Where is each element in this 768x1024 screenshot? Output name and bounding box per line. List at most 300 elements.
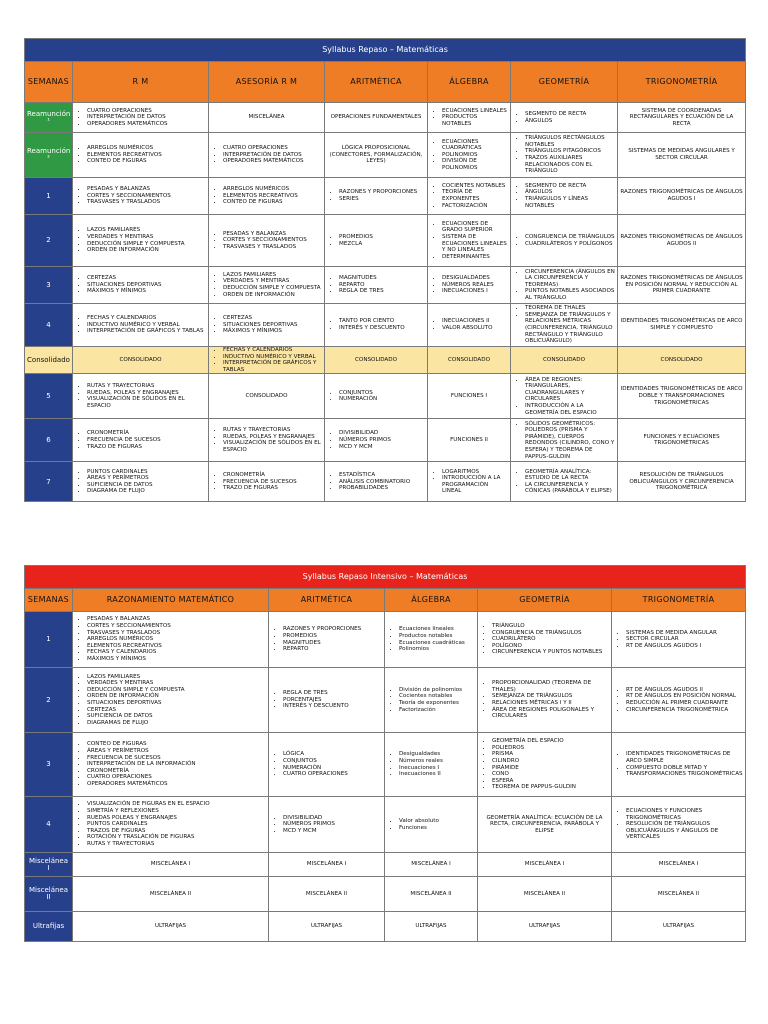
topic-list <box>387 818 475 831</box>
table-cell <box>73 133 209 178</box>
topic-list <box>480 738 609 791</box>
list-item: • FACTORIZACIÓN <box>442 203 508 210</box>
list-item: • SECTOR CIRCULAR <box>626 636 743 643</box>
list-item: • INTERÉS Y DESCUENTO <box>283 703 382 710</box>
list-item: • TRIÁNGULOS PITAGÓRICOS <box>525 148 615 155</box>
topic-list <box>513 269 615 302</box>
topic-list <box>75 186 206 206</box>
list-item: • DEDUCCIÓN SIMPLE Y COMPUESTA <box>87 687 266 694</box>
list-item: • Polinomios <box>399 646 475 653</box>
list-item: • CONJUNTOS <box>283 758 382 765</box>
list-item: • CONTEO DE FIGURAS <box>87 158 206 165</box>
list-item: • RUTAS Y TRAYECTORIAS <box>87 383 206 390</box>
table-title-row <box>25 39 746 62</box>
list-item: • TRIÁNGULO <box>492 623 609 630</box>
list-item: • TRASVASES Y TRASLADOS <box>87 630 266 637</box>
syllabus-table-repaso <box>24 38 746 502</box>
table-cell <box>73 374 209 419</box>
list-item: • RUEDAS POLEAS Y ENGRANAJES <box>87 815 266 822</box>
list-item: • SITUACIONES DEPORTIVAS <box>87 282 206 289</box>
list-item: • VISUALIZACIÓN DE SÓLIDOS EN EL ESPACIO <box>87 396 206 409</box>
table-cell <box>511 267 618 304</box>
table-cell <box>209 267 325 304</box>
list-item: • VISUALIZACIÓN DE FIGURAS EN EL ESPACIO <box>87 801 266 808</box>
list-item: • RAZONES Y PROPORCIONES <box>283 626 382 633</box>
list-item: • PROMEDIOS <box>339 234 425 241</box>
table-row <box>25 133 746 178</box>
list-item: • Inecuaciones II <box>399 771 475 778</box>
column-header: GEOMETRÍA <box>478 589 612 612</box>
topic-list <box>75 383 206 409</box>
list-item: • RT DE ÁNGULOS AGUDOS II <box>626 687 743 694</box>
list-item: • ÁNGULOS <box>525 118 615 125</box>
list-item: • PRISMA <box>492 751 609 758</box>
list-item: • ÁREAS Y PERÍMETROS <box>87 475 206 482</box>
table-title: Syllabus Repaso Intensivo – Matemáticas <box>25 566 746 589</box>
table-cell <box>209 419 325 462</box>
list-item: • NÚMEROS PRIMOS <box>339 437 425 444</box>
list-item: • LAZOS FAMILIARES <box>223 272 322 279</box>
list-item: • INDUCTIVO NUMÉRICO Y VERBAL <box>223 354 322 361</box>
list-item: • Ecuaciones lineales <box>399 626 475 633</box>
list-item: • RT DE ÁNGULOS AGUDOS I <box>626 643 743 650</box>
topic-list <box>211 231 322 251</box>
table-title: Syllabus Repaso – Matemáticas <box>25 39 746 62</box>
topic-list <box>75 616 266 662</box>
list-item: • DEDUCCIÓN SIMPLE Y COMPUESTA <box>87 241 206 248</box>
list-item: • VERDADES Y MENTIRAS <box>223 278 322 285</box>
table-cell: MISCELÁNEA I <box>478 853 612 877</box>
list-item: • CRONOMETRÍA <box>87 430 206 437</box>
topic-list <box>513 234 615 247</box>
topic-list <box>75 801 266 847</box>
list-item: • CONJUNTOS <box>339 390 425 397</box>
table-row <box>25 668 746 733</box>
list-item: • PUNTOS NOTABLES ASOCIADOS AL TRIÁNGULO <box>525 288 615 301</box>
table-cell: MISCELÁNEA <box>209 103 325 133</box>
list-item: • TEOREMA DE PAPPUS-GULDIN <box>492 784 609 791</box>
topic-list <box>271 626 382 652</box>
topic-list <box>211 186 322 206</box>
table-cell <box>428 215 511 267</box>
table-cell <box>73 304 209 347</box>
topic-list <box>327 234 425 247</box>
list-item: • RUTAS Y TRAYECTORIAS <box>87 841 266 848</box>
list-item: • SUFICIENCIA DE DATOS <box>87 713 266 720</box>
topic-list <box>480 623 609 656</box>
table-cell <box>269 797 385 853</box>
list-item: • NÚMEROS PRIMOS <box>283 821 382 828</box>
list-item: • CILINDRO <box>492 758 609 765</box>
list-item: • Productos notables <box>399 633 475 640</box>
list-item: • INECUACIONES II <box>442 318 508 325</box>
list-item: • CRONOMETRÍA <box>223 472 322 479</box>
list-item: • PUNTOS CARDINALES <box>87 469 206 476</box>
list-item: • ORDEN DE INFORMACIÓN <box>223 292 322 299</box>
list-item: • CRONOMETRÍA <box>87 768 266 775</box>
topic-list <box>327 318 425 331</box>
list-item: • VALOR ABSOLUTO <box>442 325 508 332</box>
list-item: • INDUCTIVO NUMÉRICO Y VERBAL <box>87 322 206 329</box>
topic-list <box>75 741 266 787</box>
week-label: 4 <box>25 797 73 853</box>
topic-list <box>513 469 615 495</box>
list-item: • Números reales <box>399 758 475 765</box>
table-cell <box>612 668 746 733</box>
list-item: • RUEDAS, POLEAS Y ENGRANAJES <box>87 390 206 397</box>
list-item: • DIVISIÓN DE POLINOMIOS <box>442 158 508 171</box>
list-item: • TRAZOS AUXILIARES RELACIONADOS CON EL TRIÁNGULO <box>525 155 615 175</box>
list-item: • DESIGUALDADES <box>442 275 508 282</box>
list-item: • TRIÁNGULOS RECTÁNGULOS NOTABLES <box>525 135 615 148</box>
list-item: • SEGMENTO DE RECTA <box>525 111 615 118</box>
table-cell <box>209 178 325 215</box>
topic-list <box>430 221 508 261</box>
table-cell: RAZONES TRIGONOMÉTRICAS DE ÁNGULOS EN POSICIÓN NORMAL Y REDUCCIÓN AL PRIMER CUADRANTE <box>618 267 746 304</box>
table-cell <box>73 462 209 502</box>
table-title-row <box>25 566 746 589</box>
list-item: • INTERPRETACIÓN DE GRÁFICOS Y TABLAS <box>87 328 206 335</box>
table-cell <box>511 215 618 267</box>
list-item: • FRECUENCIA DE SUCESOS <box>223 479 322 486</box>
week-label: 1 <box>25 178 73 215</box>
list-item: • INTERPRETACIÓN DE DATOS <box>223 152 322 159</box>
table-cell <box>73 797 269 853</box>
table-cell: MISCELÁNEA I <box>612 853 746 877</box>
week-label: 5 <box>25 374 73 419</box>
list-item: • Inecuaciones I <box>399 765 475 772</box>
list-item: • LÓGICA <box>283 751 382 758</box>
table-cell: ULTRAFIJAS <box>269 912 385 942</box>
table-cell <box>73 419 209 462</box>
list-item: • CONGRUENCIA DE TRIÁNGULOS <box>525 234 615 241</box>
list-item: • Desigualdades <box>399 751 475 758</box>
table-row <box>25 797 746 853</box>
week-label: Miscelánea II <box>25 877 73 912</box>
list-item: • RUTAS Y TRAYECTORIAS <box>223 427 322 434</box>
list-item: • División de polinomios <box>399 687 475 694</box>
topic-list <box>211 315 322 335</box>
list-item: • NUMERACIÓN <box>339 396 425 403</box>
list-item: • TRASVASES Y TRASLADOS <box>87 199 206 206</box>
list-item: • SÓLIDOS GEOMÉTRICOS: POLIEDROS (PRISMA Y PIRÁMIDE), CUERPOS REDONDOS (CILINDRO, CONO Y ESFERA) Y TEOREMA DE PAPPUS-GULDIN <box>525 421 615 461</box>
list-item: • POLINOMIOS <box>442 152 508 159</box>
table-cell <box>325 178 428 215</box>
topic-list <box>271 751 382 777</box>
table-cell <box>511 133 618 178</box>
list-item: • VISUALIZACIÓN DE SÓLIDOS EN EL ESPACIO <box>223 440 322 453</box>
list-item: • FRECUENCIA DE SUCESOS <box>87 437 206 444</box>
week-label: 2 <box>25 215 73 267</box>
list-item: • CIRCUNFERENCIA (ÁNGULOS EN LA CIRCUNFERENCIA Y TEOREMAS) <box>525 269 615 289</box>
list-item: • CERTEZAS <box>87 275 206 282</box>
week-label: 7 <box>25 462 73 502</box>
table-cell <box>612 797 746 853</box>
table-row <box>25 853 746 877</box>
list-item: • RELACIONES MÉTRICAS I Y II <box>492 700 609 707</box>
list-item: • VERDADES Y MENTIRAS <box>87 680 266 687</box>
list-item: • COMPUESTO DOBLE MITAD Y TRANSFORMACIONES TRIGONOMÉTRICAS <box>626 765 743 778</box>
list-item: • PESADAS Y BALANZAS <box>87 186 206 193</box>
table-cell <box>478 612 612 668</box>
topic-list <box>75 430 206 450</box>
list-item: • MCD Y MCM <box>339 444 425 451</box>
table-cell <box>428 267 511 304</box>
list-item: • ÁREAS Y PERÍMETROS <box>87 748 266 755</box>
list-item: • FECHAS Y CALENDARIOS <box>223 347 322 354</box>
table-row <box>25 267 746 304</box>
list-item: • INECUACIONES I <box>442 288 508 295</box>
list-item: • ÁREA DE REGIONES POLIGONALES Y CIRCULARES <box>492 707 609 720</box>
list-item: • NÚMEROS REALES <box>442 282 508 289</box>
topic-list <box>614 808 743 841</box>
table-cell: MISCELÁNEA II <box>478 877 612 912</box>
topic-list <box>211 145 322 165</box>
table-cell: IDENTIDADES TRIGONOMÉTRICAS DE ARCO DOBLE Y TRANSFORMACIONES TRIGONOMÉTRICAS <box>618 374 746 419</box>
table-cell <box>478 668 612 733</box>
table-cell <box>269 612 385 668</box>
list-item: • MÁXIMOS Y MÍNIMOS <box>87 288 206 295</box>
table-row <box>25 374 746 419</box>
list-item: • CUATRO OPERACIONES <box>87 774 266 781</box>
table-cell: IDENTIDADES TRIGONOMÉTRICAS DE ARCO SIMPLE Y COMPUESTO <box>618 304 746 347</box>
list-item: • SISTEMAS DE MEDIDA ANGULAR <box>626 630 743 637</box>
table-body <box>25 612 746 942</box>
week-label: 6 <box>25 419 73 462</box>
table-row <box>25 462 746 502</box>
table-row <box>25 347 746 374</box>
list-item: • SEMEJANZA DE TRIÁNGULOS <box>492 693 609 700</box>
list-item: • LAZOS FAMILIARES <box>87 674 266 681</box>
table-cell: MISCELÁNEA I <box>385 853 478 877</box>
list-item: • GEOMETRÍA DEL ESPACIO <box>492 738 609 745</box>
table-cell <box>385 668 478 733</box>
list-item: • ARREGLOS NUMÉRICOS <box>87 636 266 643</box>
list-item: • Ecuaciones cuadráticas <box>399 640 475 647</box>
table-cell <box>209 304 325 347</box>
list-item: • INTRODUCCIÓN A LA PROGRAMACIÓN LINEAL <box>442 475 508 495</box>
topic-list <box>430 469 508 495</box>
topic-list <box>211 347 322 373</box>
topic-list <box>513 377 615 417</box>
list-item: • CUATRO OPERACIONES <box>87 108 206 115</box>
table-cell <box>73 103 209 133</box>
list-item: • TRASVASES Y TRASLADOS <box>223 244 322 251</box>
topic-list <box>211 272 322 298</box>
table-cell: CONSOLIDADO <box>618 347 746 374</box>
list-item: • SISTEMA DE ECUACIONES LINEALES Y NO LINEALES <box>442 234 508 254</box>
list-item: • CUADRILÁTERO <box>492 636 609 643</box>
table-cell <box>511 462 618 502</box>
table-cell <box>511 103 618 133</box>
list-item: • LA CIRCUNFERENCIA Y CÓNICAS (PARÁBOLA Y ELIPSE) <box>525 482 615 495</box>
week-label: 3 <box>25 267 73 304</box>
week-label: 4 <box>25 304 73 347</box>
table-cell <box>612 733 746 797</box>
list-item: • Factorización <box>399 707 475 714</box>
table-cell <box>428 103 511 133</box>
list-item: • INTERPRETACIÓN DE LA INFORMACIÓN <box>87 761 266 768</box>
table-cell <box>511 374 618 419</box>
table-cell <box>73 267 209 304</box>
table-cell <box>325 462 428 502</box>
list-item: • ANÁLISIS COMBINATORIO <box>339 479 425 486</box>
list-item: • MEZCLA <box>339 241 425 248</box>
list-item: • SEMEJANZA DE TRIÁNGULOS Y RELACIONES MÉTRICAS (CIRCUNFERENCIA, TRIÁNGULO RECTÁNGULO Y TRIÁNGULO OBLICUÁNGULO) <box>525 312 615 345</box>
topic-list <box>75 674 266 727</box>
list-item: • CUATRO OPERACIONES <box>223 145 322 152</box>
list-item: • FECHAS Y CALENDARIOS <box>87 649 266 656</box>
list-item: • DIVISIBILIDAD <box>283 815 382 822</box>
list-item: • PROBABILIDADES <box>339 485 425 492</box>
list-item: • TRAZOS DE FIGURAS <box>87 828 266 835</box>
topic-list <box>387 626 475 652</box>
column-header-row <box>25 589 746 612</box>
table-cell <box>428 178 511 215</box>
list-item: • SEGMENTO DE RECTA <box>525 183 615 190</box>
table-cell <box>73 178 209 215</box>
list-item: • DIVISIBILIDAD <box>339 430 425 437</box>
table-cell <box>325 267 428 304</box>
table-cell: FUNCIONES Y ECUACIONES TRIGONOMÉTRICAS <box>618 419 746 462</box>
list-item: • ELEMENTOS RECREATIVOS <box>87 152 206 159</box>
table-cell <box>325 374 428 419</box>
list-item: • CONTEO DE FIGURAS <box>223 199 322 206</box>
list-item: • TRAZO DE FIGURAS <box>223 485 322 492</box>
table-row <box>25 912 746 942</box>
table-cell <box>73 215 209 267</box>
table-cell <box>325 419 428 462</box>
list-item: • PUNTOS CARDINALES <box>87 821 266 828</box>
table-cell: MISCELÁNEA I <box>73 853 269 877</box>
table-cell: MISCELÁNEA II <box>73 877 269 912</box>
list-item: • Funciones <box>399 825 475 832</box>
table-cell: ULTRAFIJAS <box>385 912 478 942</box>
column-header: SEMANAS <box>25 589 73 612</box>
list-item: • GEOMETRÍA ANALÍTICA: ESTUDIO DE LA RECTA <box>525 469 615 482</box>
week-label: Consolidado <box>25 347 73 374</box>
table-cell: CONSOLIDADO <box>325 347 428 374</box>
topic-list <box>614 751 743 777</box>
list-item: • MÁXIMOS Y MÍNIMOS <box>87 656 266 663</box>
table-cell <box>428 304 511 347</box>
list-item: • TEOREMA DE THALES <box>525 305 615 312</box>
topic-list <box>271 815 382 835</box>
topic-list <box>327 472 425 492</box>
table-cell: MISCELÁNEA II <box>612 877 746 912</box>
table-cell: ULTRAFIJAS <box>478 912 612 942</box>
table-row <box>25 733 746 797</box>
table-cell <box>325 304 428 347</box>
list-item: • CERTEZAS <box>223 315 322 322</box>
list-item: • ÁREA DE REGIONES: TRIANGULARES, CUADRANGULARES Y CIRCULARES <box>525 377 615 403</box>
list-item: • LOGARITMOS <box>442 469 508 476</box>
list-item: • TRAZO DE FIGURAS <box>87 444 206 451</box>
column-header: R M <box>73 62 209 103</box>
topic-list <box>75 145 206 165</box>
list-item: • CONTEO DE FIGURAS <box>87 741 266 748</box>
table-cell: SISTEMA DE COORDENADAS RECTANGULARES Y ECUACIÓN DE LA RECTA <box>618 103 746 133</box>
list-item: • ESTADÍSTICA <box>339 472 425 479</box>
week-label: 2 <box>25 668 73 733</box>
column-header: SEMANAS <box>25 62 73 103</box>
table-cell: SISTEMAS DE MEDIDAS ANGULARES Y SECTOR CIRCULAR <box>618 133 746 178</box>
table-cell: RAZONES TRIGONOMÉTRICAS DE ÁNGULOS AGUDOS II <box>618 215 746 267</box>
topic-list <box>513 421 615 461</box>
topic-list <box>387 687 475 713</box>
list-item: • ELEMENTOS RECREATIVOS <box>223 193 322 200</box>
list-item: • RESOLUCIÓN DE TRIÁNGULOS OBLICUÁNGULOS Y ÁNGULOS DE VERTICALES <box>626 821 743 841</box>
list-item: • ÁNGULOS <box>525 189 615 196</box>
table-row <box>25 304 746 347</box>
list-item: • PIRÁMIDE <box>492 765 609 772</box>
list-item: • DETERMINANTES <box>442 254 508 261</box>
topic-list <box>327 430 425 450</box>
table-cell <box>73 668 269 733</box>
topic-list <box>387 751 475 777</box>
table-cell <box>269 668 385 733</box>
list-item: • INTRODUCCIÓN A LA GEOMETRÍA DEL ESPACIO <box>525 403 615 416</box>
column-header: ÁLGEBRA <box>428 62 511 103</box>
table-cell: ULTRAFIJAS <box>612 912 746 942</box>
column-header: ARITMÉTICA <box>325 62 428 103</box>
topic-list <box>75 108 206 128</box>
column-header: RAZONAMIENTO MATEMÁTICO <box>73 589 269 612</box>
list-item: • ELEMENTOS RECREATIVOS <box>87 643 266 650</box>
list-item: • POLÍGONO <box>492 643 609 650</box>
table-cell: FUNCIONES II <box>428 419 511 462</box>
table-row <box>25 178 746 215</box>
column-header: ARITMÉTICA <box>269 589 385 612</box>
list-item: • LAZOS FAMILIARES <box>87 227 206 234</box>
topic-list <box>430 108 508 128</box>
week-label: Reamunción ² <box>25 133 73 178</box>
topic-list <box>513 183 615 209</box>
table-row <box>25 419 746 462</box>
list-item: • ECUACIONES CUADRÁTICAS <box>442 139 508 152</box>
topic-list <box>513 305 615 345</box>
list-item: • COCIENTES NOTABLES <box>442 183 508 190</box>
topic-list <box>430 183 508 209</box>
list-item: • REPARTO <box>339 282 425 289</box>
table-cell: GEOMETRÍA ANALÍTICA: ECUACIÓN DE LA RECTA, CIRCUNFERENCIA, PARÁBOLA Y ELIPSE <box>478 797 612 853</box>
list-item: • SITUACIONES DEPORTIVAS <box>223 322 322 329</box>
list-item: • FRECUENCIA DE SUCESOS <box>87 755 266 762</box>
table-row <box>25 612 746 668</box>
list-item: • ARREGLOS NUMÉRICOS <box>87 145 206 152</box>
list-item: • SUFICIENCIA DE DATOS <box>87 482 206 489</box>
column-header: TRIGONOMETRÍA <box>618 62 746 103</box>
list-item: • MCD Y MCM <box>283 828 382 835</box>
list-item: • DIAGRAMA DE FLUJO <box>87 488 206 495</box>
week-label: 1 <box>25 612 73 668</box>
column-header: ÁLGEBRA <box>385 589 478 612</box>
week-label: Ultrafijas <box>25 912 73 942</box>
list-item: • REPARTO <box>283 646 382 653</box>
table-body <box>25 103 746 502</box>
table-cell <box>385 733 478 797</box>
table-row <box>25 215 746 267</box>
list-item: • PROPORCIONALIDAD (TEOREMA DE THALES) <box>492 680 609 693</box>
list-item: • REGLA DE TRES <box>339 288 425 295</box>
table-cell <box>428 462 511 502</box>
list-item: • ECUACIONES Y FUNCIONES TRIGONOMÉTRICAS <box>626 808 743 821</box>
list-item: • TANTO POR CIENTO <box>339 318 425 325</box>
list-item: • IDENTIDADES TRIGONOMÉTRICAS DE ARCO SIMPLE <box>626 751 743 764</box>
topic-list <box>430 318 508 331</box>
list-item: • Teoría de exponentes <box>399 700 475 707</box>
week-label: Miscelánea I <box>25 853 73 877</box>
